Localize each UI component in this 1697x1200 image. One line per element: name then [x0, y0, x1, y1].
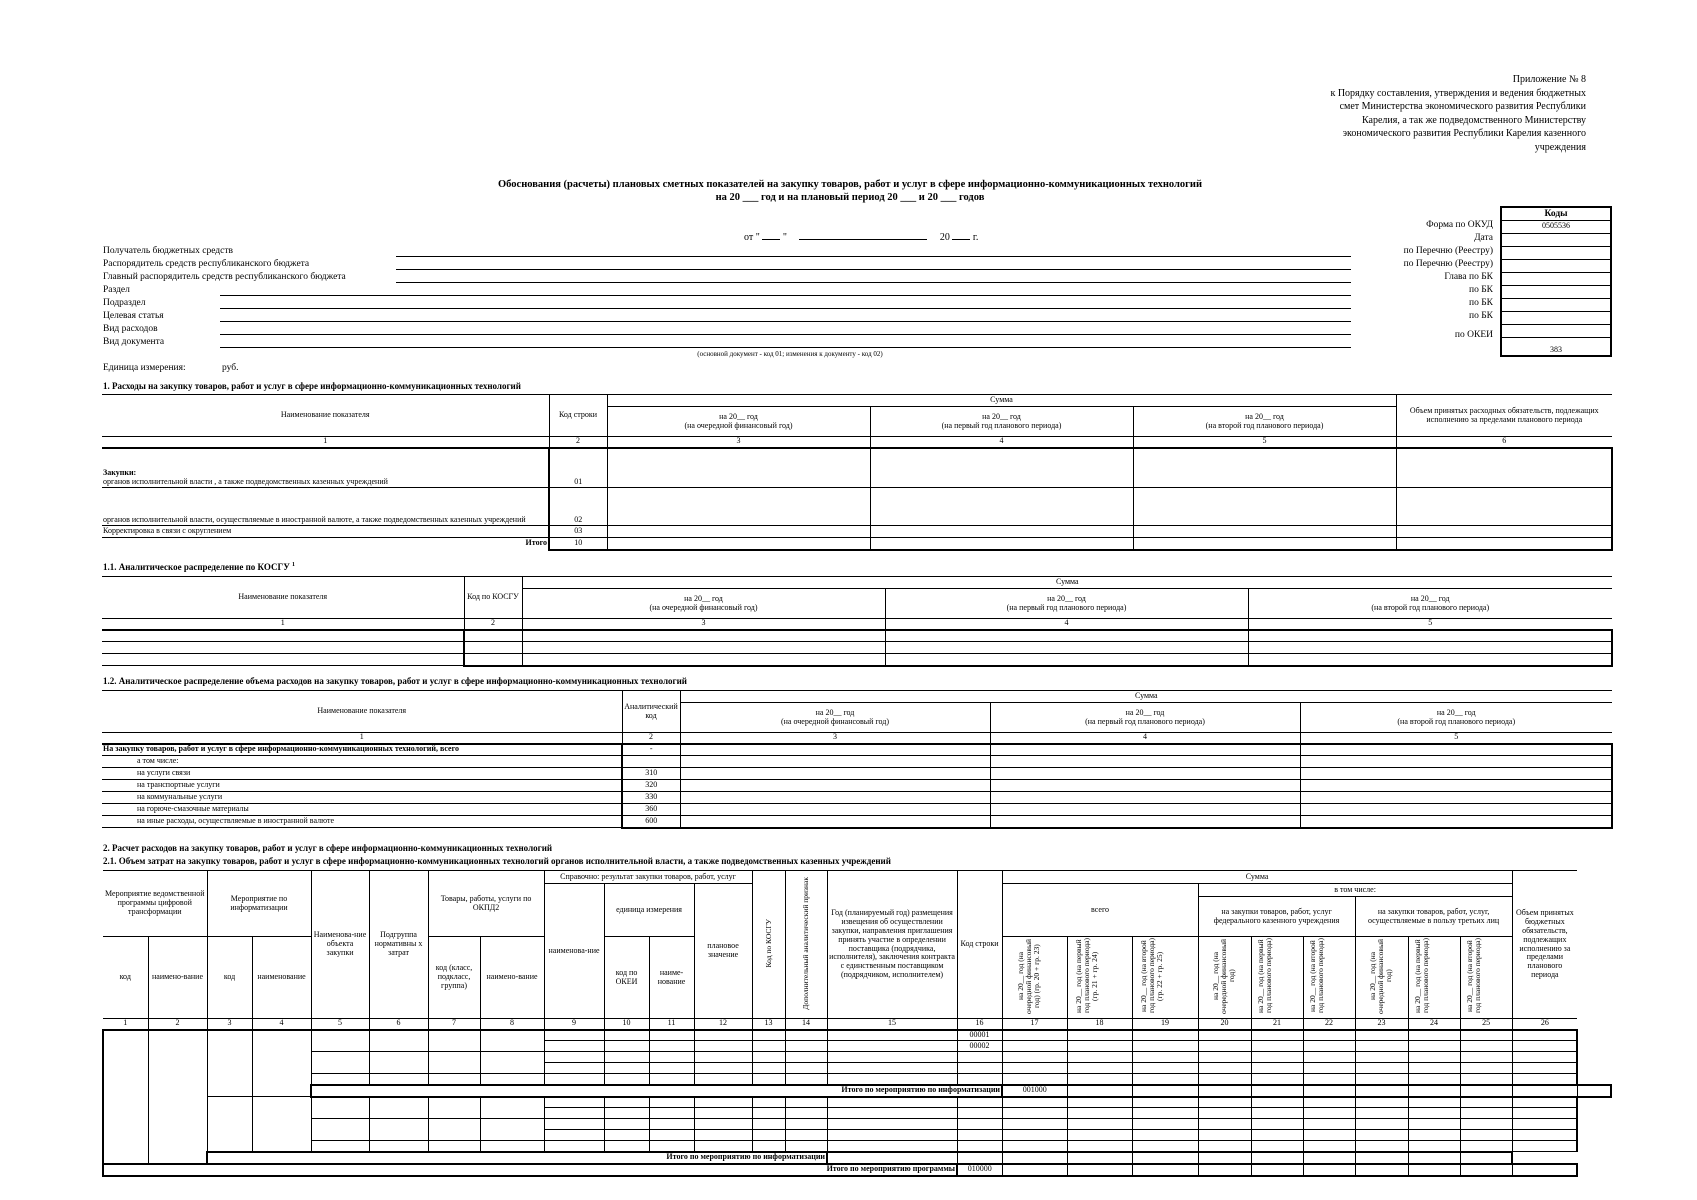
s1-h-code: Код строки [549, 395, 607, 437]
code-value [1501, 259, 1611, 272]
s11-num: 3 [522, 619, 885, 630]
s11-num: 2 [464, 619, 522, 630]
s21-num: 24 [1408, 1019, 1460, 1030]
s12-row: на коммунальные услуги [102, 792, 622, 804]
s21-h-kodstr: Код строки [957, 871, 1002, 1019]
field-label: Вид документа [103, 337, 165, 347]
s21-h-merinf: Мероприятие по информатизации [207, 871, 311, 937]
fill-line [220, 308, 1351, 309]
s12-num: 2 [622, 733, 680, 744]
code-value [1501, 311, 1611, 324]
s21-num: 8 [480, 1019, 544, 1030]
s1-num: 2 [549, 437, 607, 448]
s1-row1-name: Закупки: органов исполнительной власти , а также подведомственных казенных учреждений [102, 448, 549, 488]
s21-h-vsego: всего [1002, 884, 1198, 937]
s1-itogo-label: Итого [525, 538, 547, 548]
s12-h-code: Аналитический код [622, 691, 680, 733]
s12-num: 4 [990, 733, 1300, 744]
section2-title: 2. Расчет расходов на закупку товаров, работ и услуг в сфере информационно-коммуникационных технологий [103, 843, 553, 853]
s1-row3-name: Корректировка в связи с округлением [102, 526, 549, 538]
s21-h-sum: Сумма [1002, 871, 1512, 884]
doc-note: (основной документ - код 01; изменения к документу - код 02) [697, 350, 883, 358]
date-quote: " [782, 232, 787, 243]
date-year: 20 [939, 232, 950, 243]
s21-num: 21 [1251, 1019, 1303, 1030]
s11-h-y3: на 20__ год (на второй год планового периода) [1248, 589, 1612, 619]
code-label: по БК [1468, 285, 1493, 295]
s21-h-obl: Объем принятых бюджетных обязательств, подлежащих исполнению за пределами планового периода [1512, 871, 1577, 1019]
fill-line [220, 347, 1351, 348]
fill-line [396, 269, 1351, 270]
s12-h-y1: на 20__ год (на очередной финансовый год) [680, 703, 990, 733]
s21-h-kod2: код [207, 937, 252, 1019]
s21-h-v22: на 20__ год (на второй год планового периода) [1303, 937, 1355, 1019]
s1-h-sum: Сумма [607, 395, 1396, 407]
s21-itogo-inf2: Итого по мероприятию по информатизации [207, 1152, 827, 1164]
s21-num: 7 [428, 1019, 480, 1030]
unit-label: Единица измерения: [103, 363, 186, 373]
s21-num: 4 [252, 1019, 311, 1030]
fill-line [220, 321, 1351, 322]
s21-h-v23: на 20__ год (на очередной финансовый год) [1355, 937, 1408, 1019]
s21-h-v21: на 20__ год (на первый год планового периода) [1251, 937, 1303, 1019]
s21-num: 26 [1512, 1019, 1577, 1030]
s1-h-obl: Объем принятых расходных обязательств, подлежащих исполнению за пределами планового периода [1396, 395, 1612, 437]
s21-code-row1: 00001 [957, 1030, 1002, 1041]
s21-h-obj: Наименова-ние объекта закупки [311, 871, 369, 1019]
date-from: от " [744, 232, 760, 243]
s12-h-sum: Сумма [680, 691, 1612, 703]
s1-num: 5 [1133, 437, 1396, 448]
field-label: Главный распорядитель средств республиканского бюджета [103, 272, 346, 282]
appendix-block [1330, 73, 1586, 154]
appendix-line: к Порядку составления, утверждения и ведения бюджетных [1330, 87, 1586, 99]
s12-row-total-code: - [622, 744, 680, 756]
field-label: Целевая статья [103, 311, 164, 321]
s1-row2-name: органов исполнительной власти, осуществляемые в иностранной валюте, а также подведомственных казенных учреждений [102, 488, 549, 526]
code-value [1501, 298, 1611, 311]
s1-h-y2: на 20__ год (на первый год планового периода) [870, 407, 1133, 437]
code-label: по Перечню (Реестру) [1403, 259, 1493, 269]
s11-num: 1 [102, 619, 464, 630]
date-line [744, 232, 978, 244]
s1-num: 4 [870, 437, 1133, 448]
s21-h-fed: на закупки товаров, работ, услуг федерального казенного учреждения [1198, 897, 1355, 937]
s1-itogo-code: 10 [549, 538, 607, 550]
code-label: по БК [1468, 311, 1493, 321]
s21-num: 22 [1303, 1019, 1355, 1030]
s12-h-name: Наименование показателя [102, 691, 622, 733]
s1-h-y3: на 20__ год (на второй год планового периода) [1133, 407, 1396, 437]
code-label: Глава по БК [1444, 272, 1493, 282]
code-value [1501, 233, 1611, 246]
s21-h-class: код (класс, подкласс, группа) [428, 937, 480, 1019]
appendix-line: смет Министерства экономического развития Республики [1339, 101, 1586, 112]
s21-itogo-inf: Итого по мероприятию по информатизации [311, 1085, 1002, 1097]
unit-value: руб. [222, 363, 239, 373]
s11-num: 4 [885, 619, 1248, 630]
s1-h-y1: на 20__ год (на очередной финансовый год) [607, 407, 870, 437]
fill-line [220, 334, 1351, 335]
s12-row-total: На закупку товаров, работ и услуг в сфере информационно-коммуникационных технологий, всего [102, 744, 622, 756]
code-label: по ОКЕИ [1454, 330, 1493, 340]
field-label: Раздел [103, 285, 130, 295]
section11-table [102, 576, 1613, 667]
s21-num: 12 [694, 1019, 752, 1030]
s12-num: 5 [1300, 733, 1612, 744]
s1-row1-code: 01 [549, 448, 607, 488]
s21-num: 10 [604, 1019, 649, 1030]
s21-num: 13 [752, 1019, 785, 1030]
title-line2: на 20 ___ год и на плановый период 20 ___ и 20 ___ годов [715, 192, 985, 203]
s21-h-pg: Подгруппа нормативны х затрат [369, 871, 428, 1019]
s1-num: 1 [102, 437, 549, 448]
s1-row2-code: 02 [549, 488, 607, 526]
section1-title: 1. Расходы на закупку товаров, работ и услуг в сфере информационно-коммуникационных технологий [103, 381, 521, 391]
code-value: 383 [1501, 337, 1611, 356]
s21-h-v20: на 20__ год (на очередной финансовый год) [1198, 937, 1251, 1019]
s21-h-dop: Дополнительный аналитический признак [785, 871, 827, 1019]
s21-itogo-prog: Итого по мероприятию программы [103, 1164, 957, 1176]
s21-h-naim1: наимено-вание [148, 937, 207, 1019]
s21-h-okei: код по ОКЕИ [604, 937, 649, 1019]
s21-num: 18 [1067, 1019, 1132, 1030]
s21-num: 9 [544, 1019, 604, 1030]
s21-h-naimres: наименова-ние [544, 884, 604, 1019]
s12-row: а том числе: [102, 756, 622, 768]
s21-num: 6 [369, 1019, 428, 1030]
s21-num: 3 [207, 1019, 252, 1030]
appendix-line: учреждения [1534, 141, 1586, 153]
s21-h-god: Год (планируемый год) размещения извещения об осуществлении закупки, направления приглашения принять участие в определении поставщика (подрядчика, исполнителя), заключения контракта с единственным поставщиком (подрядчиком, исполнителем) [827, 871, 957, 1019]
page-title [300, 178, 1400, 204]
s21-h-plan: плановое значение [694, 884, 752, 1019]
s21-h-naim2: наименование [252, 937, 311, 1019]
s21-num: 19 [1132, 1019, 1198, 1030]
section1-table [102, 394, 1613, 551]
field-label: Подраздел [103, 298, 146, 308]
s21-num: 16 [957, 1019, 1002, 1030]
code-value [1501, 272, 1611, 285]
s21-num: 11 [649, 1019, 694, 1030]
s12-row: на транспортные услуги [102, 780, 622, 792]
s21-h-kosgu: Код по КОСГУ [752, 871, 785, 1019]
code-value [1501, 285, 1611, 298]
s12-num: 3 [680, 733, 990, 744]
s11-num: 5 [1248, 619, 1612, 630]
s12-num: 1 [102, 733, 622, 744]
section21-table [102, 870, 1612, 1177]
section12-title: 1.2. Аналитическое распределение объема расходов на закупку товаров, работ и услуг в сфере информационно-коммуникационных технологий [103, 676, 687, 686]
s21-h-sprav: Справочно: результат закупки товаров, работ, услуг [544, 871, 752, 884]
codes-table [1500, 206, 1612, 357]
s1-num: 3 [607, 437, 870, 448]
s21-num: 2 [148, 1019, 207, 1030]
s12-row: на иные расходы, осуществляемые в иностранной валюте [102, 816, 622, 828]
code-value [1501, 246, 1611, 259]
code-label: Форма по ОКУД [1426, 220, 1493, 230]
code-value [1501, 324, 1611, 337]
code-value: 0505536 [1501, 220, 1611, 233]
code-label: Дата [1474, 233, 1493, 243]
s11-h-name: Наименование показателя [102, 577, 464, 619]
s11-h-code: Код по КОСГУ [464, 577, 522, 619]
s21-h-v24: на 20__ год (на первый год планового периода) [1408, 937, 1460, 1019]
fill-line [220, 295, 1351, 296]
s21-h-tret: на закупки товаров, работ, услуг, осуществляемые в пользу третьих лиц [1355, 897, 1512, 937]
s21-num: 1 [103, 1019, 148, 1030]
field-label: Вид расходов [103, 324, 158, 334]
s1-h-name: Наименование показателя [102, 395, 549, 437]
s21-num: 15 [827, 1019, 957, 1030]
s21-itogo-prog-code: 010000 [957, 1164, 1002, 1176]
s21-h-v18: на 20__ год (на первый год планового периода) (гр. 21 + гр. 24) [1067, 937, 1132, 1019]
appendix-line: экономического развития Республики Карелия казенного [1342, 128, 1586, 139]
s21-num: 25 [1460, 1019, 1512, 1030]
s12-row: на горюче-смазочные материалы [102, 804, 622, 816]
appendix-line: Карелия, а так же подведомственного Министерству [1362, 114, 1586, 126]
code-label: по БК [1468, 298, 1493, 308]
field-label: Распорядитель средств республиканского бюджета [103, 259, 310, 269]
code-label: по Перечню (Реестру) [1403, 246, 1493, 256]
s21-num: 23 [1355, 1019, 1408, 1030]
s21-h-v19: на 20__ год (на второй год планового периода) (гр. 22 + гр. 25) [1132, 937, 1198, 1019]
s12-h-y2: на 20__ год (на первый год планового периода) [990, 703, 1300, 733]
s12-row: на услуги связи [102, 768, 622, 780]
s21-h-kod1: код [103, 937, 148, 1019]
s21-h-naim3: наимено-вание [480, 937, 544, 1019]
codes-labels [1404, 219, 1493, 342]
s21-h-okpd: Товары, работы, услуги по ОКПД2 [428, 871, 544, 937]
s21-h-edn: наиме-нование [649, 937, 694, 1019]
s21-h-v17: на 20__ год (на очередной финансовый год) (гр. 20 + гр. 23) [1002, 937, 1067, 1019]
codes-header: Коды [1501, 207, 1611, 220]
s21-h-ed: единица измерения [604, 884, 694, 937]
s21-num: 17 [1002, 1019, 1067, 1030]
s11-h-sum: Сумма [522, 577, 1612, 589]
fill-line [396, 282, 1351, 283]
s21-h-v25: на 20__ год (на второй год планового периода) [1460, 937, 1512, 1019]
s1-num: 6 [1396, 437, 1612, 448]
s21-num: 20 [1198, 1019, 1251, 1030]
date-g: г. [972, 232, 979, 243]
s21-code-row2: 00002 [957, 1041, 1002, 1052]
s12-h-y3: на 20__ год (на второй год планового периода) [1300, 703, 1612, 733]
field-label: Получатель бюджетных средств [103, 246, 233, 256]
title-line1: Обоснования (расчеты) плановых сметных показателей на закупку товаров, работ и услуг в сфере информационно-коммуникационных технологий [498, 179, 1202, 190]
s21-h-mer: Мероприятие ведомственной программы цифровой трансформации [103, 871, 207, 937]
s21-h-vtch: в том числе: [1198, 884, 1512, 897]
appendix-line: Приложение № 8 [1512, 74, 1586, 85]
section12-table: Наименование показателя Аналитический код Сумма на 20__ год (на очередной финансовый год) на 20__ год (на первый год планового периода) на 20__ год (на второй год планового периода) 1 2 3 4 5 На закупку товаров, работ и услуг в сфере информационно-коммуникационных технологий, всего - а том числе: на услуги связи 310 на транспортные услуги 320 на коммунальные услуги 330 на горюче-смазочные материалы 360 на иные расходы, осуществляемые в иностранной валюте 600 [102, 690, 1613, 829]
s11-h-y2: на 20__ год (на первый год планового периода) [885, 589, 1248, 619]
section21-title: 2.1. Объем затрат на закупку товаров, работ и услуг в сфере информационно-коммуникационных технологий органов исполнительной власти, а также подведомственных казенных учреждений [103, 856, 891, 866]
s1-row3-code: 03 [549, 526, 607, 538]
s21-num: 5 [311, 1019, 369, 1030]
s21-num: 14 [785, 1019, 827, 1030]
section11-title: 1.1. Аналитическое распределение по КОСГУ $^1$ [103, 562, 296, 572]
s21-itogo-inf-code: 001000 [1002, 1085, 1067, 1097]
s11-h-y1: на 20__ год (на очередной финансовый год) [522, 589, 885, 619]
fill-line [396, 256, 1351, 257]
